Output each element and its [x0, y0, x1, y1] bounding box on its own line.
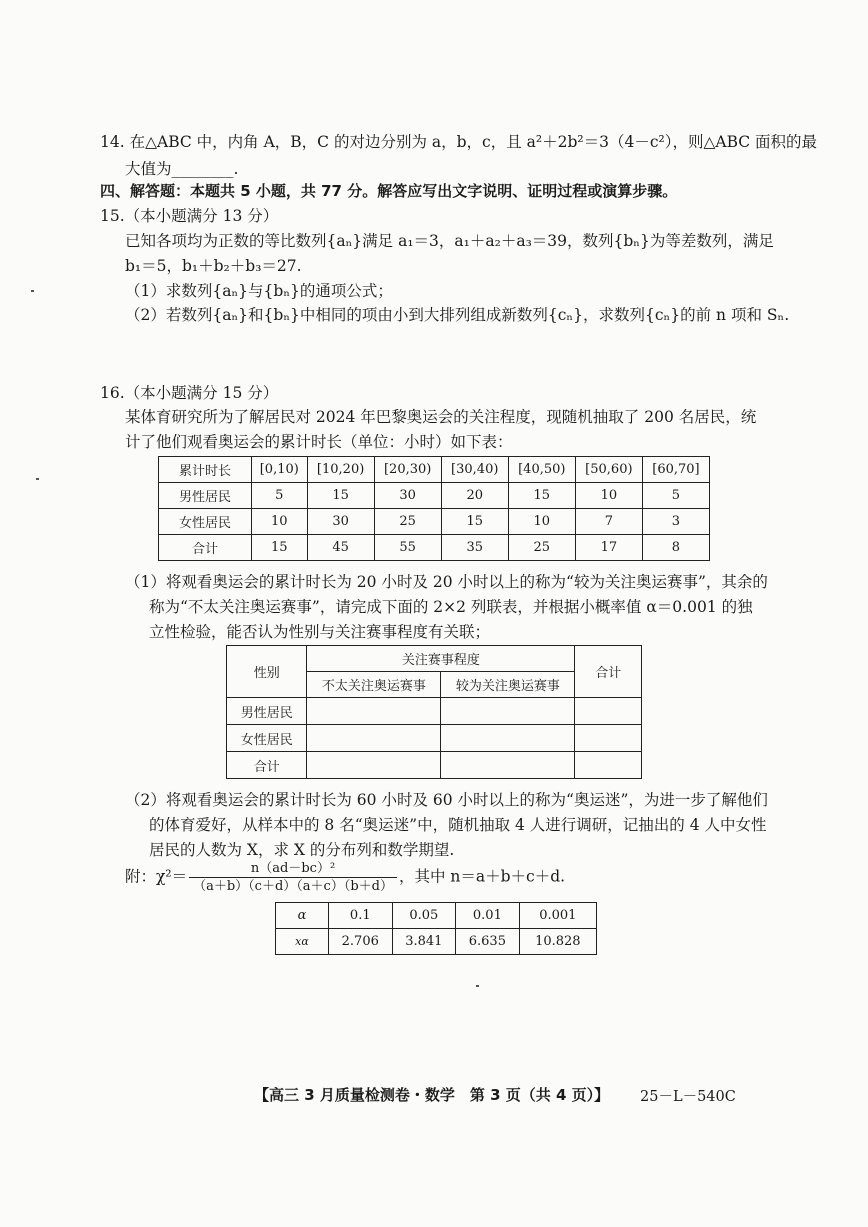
table-cell: 累计时长	[159, 457, 252, 483]
q16-part1-line1: （1）将观看奥运会的累计时长为 20 小时及 20 小时以上的称为“较为关注奥运赛事”，其余的	[125, 573, 768, 591]
table-row	[227, 725, 642, 752]
table-cell: 10	[252, 509, 308, 535]
scan-speck	[476, 985, 479, 987]
table-cell: 不太关注奥运赛事	[307, 672, 441, 698]
formula-suffix: ，其中 n＝a＋b＋c＋d.	[398, 867, 566, 886]
q15-line2: b₁＝5，b₁＋b₂＋b₃＝27.	[125, 257, 302, 275]
table-cell: 0.01	[456, 903, 520, 929]
q16-intro1: 某体育研究所为了解居民对 2024 年巴黎奥运会的关注程度，现随机抽取了 200 名居民，统	[125, 408, 757, 426]
answer-blank-cell[interactable]	[575, 725, 642, 752]
table-cell: xα	[276, 929, 329, 955]
exam-code: 25－L－540C	[640, 1089, 736, 1105]
q16-part2-line1: （2）将观看奥运会的累计时长为 60 小时及 60 小时以上的称为“奥运迷”，为进一步了解他们	[125, 791, 768, 809]
table-row	[227, 752, 642, 779]
answer-blank-cell[interactable]	[307, 752, 441, 779]
table-cell: 7	[575, 509, 642, 535]
formula-denominator: （a＋b）（c＋d）（a＋c）（b＋d）	[193, 879, 393, 894]
answer-blank-cell[interactable]	[575, 698, 642, 725]
table-cell: [60,70]	[642, 457, 709, 483]
q16-part2-line3: 居民的人数为 X，求 X 的分布列和数学期望.	[149, 841, 455, 859]
answer-blank-cell[interactable]	[575, 752, 642, 779]
table-cell: 女性居民	[159, 509, 252, 535]
critical-value-table	[275, 902, 597, 955]
table-cell: 5	[642, 483, 709, 509]
table-cell: 男性居民	[227, 698, 307, 725]
table-cell: [10,20)	[307, 457, 374, 483]
table-cell: 关注赛事程度	[307, 646, 575, 672]
table-cell: 35	[441, 535, 508, 561]
q15-part2: （2）若数列{aₙ}和{bₙ}中相同的项由小到大排列组成新数列{cₙ}，求数列{cₙ}的前 n 项和 Sₙ.	[125, 306, 790, 324]
table-cell: 合计	[227, 752, 307, 779]
q16-part1-line2: 称为“不太关注奥运赛事”，请完成下面的 2×2 列联表，并根据小概率值 α＝0.001 的独	[149, 598, 753, 616]
formula-prefix: 附：χ²＝	[125, 867, 188, 886]
table-cell: 10	[575, 483, 642, 509]
table-cell: 合计	[575, 646, 642, 698]
table-header-row	[159, 457, 710, 483]
table-cell: 10	[508, 509, 575, 535]
table-cell: [0,10)	[252, 457, 308, 483]
table-cell: 15	[508, 483, 575, 509]
q15-line1: 已知各项均为正数的等比数列{aₙ}满足 a₁＝3，a₁＋a₂＋a₃＝39，数列{bₙ}为等差数列，满足	[125, 232, 774, 250]
section-heading: 四、解答题：本题共 5 小题，共 77 分。解答应写出文字说明、证明过程或演算步骤。	[100, 182, 678, 200]
table-cell: 20	[441, 483, 508, 509]
table-cell: 2.706	[329, 929, 393, 955]
table-cell: 55	[374, 535, 441, 561]
table-cell: 男性居民	[159, 483, 252, 509]
q15-part1: （1）求数列{aₙ}与{bₙ}的通项公式；	[125, 282, 393, 300]
table-cell: 10.828	[519, 929, 596, 955]
table-row	[159, 535, 710, 561]
table-cell: 30	[374, 483, 441, 509]
q15-title: 15.（本小题满分 13 分）	[100, 207, 279, 225]
q16-part1-line3: 立性检验，能否认为性别与关注赛事程度有关联；	[149, 623, 491, 641]
table-cell: 3.841	[392, 929, 456, 955]
table-cell: [50,60)	[575, 457, 642, 483]
table-cell: [20,30)	[374, 457, 441, 483]
q14-line2: 大值为________.	[125, 160, 239, 178]
scan-speck	[31, 290, 34, 292]
table-row	[227, 698, 642, 725]
table-cell: 女性居民	[227, 725, 307, 752]
table-cell: [30,40)	[441, 457, 508, 483]
table-cell: 3	[642, 509, 709, 535]
duration-table	[158, 456, 710, 561]
formula-numerator: n（ad－bc）²	[189, 860, 397, 878]
table-row	[159, 509, 710, 535]
table-cell: 6.635	[456, 929, 520, 955]
page-footer: 【高三 3 月质量检测卷・数学 第 3 页（共 4 页）】	[254, 1086, 610, 1104]
contingency-table	[226, 645, 642, 779]
table-cell: 45	[307, 535, 374, 561]
table-cell: 17	[575, 535, 642, 561]
answer-blank-cell[interactable]	[307, 698, 441, 725]
formula-fraction	[189, 860, 397, 895]
table-row	[159, 483, 710, 509]
answer-blank-cell[interactable]	[441, 725, 575, 752]
table-cell: 25	[508, 535, 575, 561]
table-cell: 15	[441, 509, 508, 535]
table-cell: 0.001	[519, 903, 596, 929]
table-cell: 8	[642, 535, 709, 561]
answer-blank-cell[interactable]	[441, 752, 575, 779]
table-cell: 5	[252, 483, 308, 509]
table-cell: 0.1	[329, 903, 393, 929]
answer-blank-cell[interactable]	[307, 725, 441, 752]
table-cell: 15	[307, 483, 374, 509]
table-cell: 25	[374, 509, 441, 535]
table-cell: α	[276, 903, 329, 929]
table-cell: 较为关注奥运赛事	[441, 672, 575, 698]
q16-part2-line2: 的体育爱好，从样本中的 8 名“奥运迷”中，随机抽取 4 人进行调研，记抽出的 4 人中女性	[149, 816, 767, 834]
table-cell: 性别	[227, 646, 307, 698]
table-row	[276, 903, 597, 929]
chi-square-formula	[125, 860, 565, 895]
scan-speck	[36, 478, 39, 480]
q16-title: 16.（本小题满分 15 分）	[100, 384, 279, 402]
answer-blank-cell[interactable]	[441, 698, 575, 725]
table-cell: [40,50)	[508, 457, 575, 483]
q16-intro2: 计了他们观看奥运会的累计时长（单位：小时）如下表：	[125, 433, 513, 451]
table-row	[276, 929, 597, 955]
table-cell: 合计	[159, 535, 252, 561]
table-cell: 30	[307, 509, 374, 535]
table-cell: 0.05	[392, 903, 456, 929]
table-cell: 15	[252, 535, 308, 561]
q14-line1: 14. 在△ABC 中，内角 A，B，C 的对边分别为 a，b，c，且 a²＋2b²＝3（4－c²），则△ABC 面积的最	[100, 133, 818, 151]
